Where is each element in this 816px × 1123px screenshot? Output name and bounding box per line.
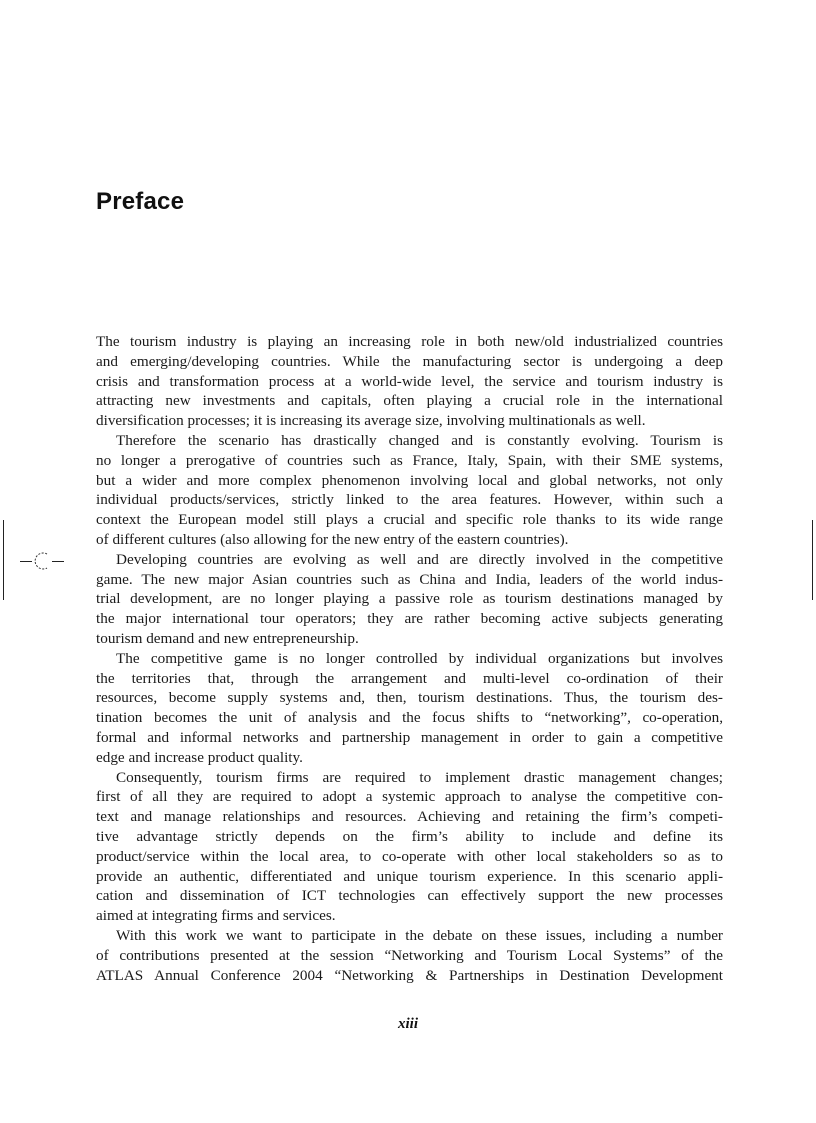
text-line: The competitive game is no longer controlled by individual organizations but involves bbox=[116, 649, 723, 667]
text-line: of contributions presented at the session “Networking and Tourism Local Systems” of the bbox=[96, 946, 723, 964]
text-line: the territories that, through the arrangement and multi-level co-ordination of their bbox=[96, 669, 723, 687]
text-line: ATLAS Annual Conference 2004 “Networking & Partnerships in Destination Development bbox=[96, 966, 723, 984]
text-line: crisis and transformation process at a world-wide level, the service and tourism industry is bbox=[96, 372, 723, 390]
text-line: aimed at integrating firms and services. bbox=[96, 907, 336, 925]
text-line: Therefore the scenario has drastically changed and is constantly evolving. Tourism is bbox=[116, 431, 723, 449]
text-line: attracting new investments and capitals, often playing a crucial role in the international bbox=[96, 392, 723, 410]
text-line: formal and informal networks and partnership management in order to gain a competitive bbox=[96, 728, 723, 746]
text-line: The tourism industry is playing an increasing role in both new/old industrialized countries bbox=[96, 333, 723, 350]
text-line: text and manage relationships and resources. Achieving and retaining the firm’s competi- bbox=[96, 808, 723, 826]
text-line: tive advantage strictly depends on the firm’s ability to include and define its bbox=[96, 827, 723, 845]
crop-mark-right bbox=[812, 520, 813, 600]
text-line: With this work we want to participate in the debate on these issues, including a number bbox=[116, 926, 723, 944]
text-line: game. The new major Asian countries such as China and India, leaders of the world indus- bbox=[96, 570, 723, 588]
registration-line-left bbox=[20, 561, 32, 562]
text-line: no longer a prerogative of countries such as France, Italy, Spain, with their SME systems, bbox=[96, 451, 723, 469]
text-line: of different cultures (also allowing for the new entry of the eastern countries). bbox=[96, 530, 569, 548]
text-line: the major international tour operators; they are rather becoming active subjects generating bbox=[96, 610, 723, 628]
text-line: product/service within the local area, to co-operate with other local stakeholders so as to bbox=[96, 847, 723, 865]
text-line: but a wider and more complex phenomenon involving local and global networks, not only bbox=[96, 471, 723, 489]
text-line: first of all they are required to adopt a systemic approach to analyse the competitive con- bbox=[96, 788, 723, 806]
text-line: tination becomes the unit of analysis and the focus shifts to “networking”, co-operation, bbox=[96, 709, 723, 727]
text-line: individual products/services, strictly linked to the area features. However, within such a bbox=[96, 491, 723, 509]
registration-line-right bbox=[52, 561, 64, 562]
text-line: Consequently, tourism firms are required to implement drastic management changes; bbox=[116, 768, 723, 786]
text-line: resources, become supply systems and, then, tourism destinations. Thus, the tourism des- bbox=[96, 689, 723, 707]
crop-mark-left bbox=[3, 520, 4, 600]
text-line: trial development, are no longer playing a passive role as tourism destinations managed by bbox=[96, 590, 723, 608]
text-line: and emerging/developing countries. While the manufacturing sector is undergoing a deep bbox=[96, 352, 723, 370]
text-line: diversification processes; it is increasing its average size, involving multinationals as well. bbox=[96, 412, 646, 430]
page-number: xiii bbox=[397, 1016, 418, 1032]
preface-body bbox=[96, 332, 723, 985]
text-line: tourism demand and new entrepreneurship. bbox=[96, 629, 359, 647]
text-line: edge and increase product quality. bbox=[96, 748, 303, 766]
chapter-title: Preface bbox=[96, 188, 185, 215]
registration-mark-icon bbox=[33, 551, 51, 571]
text-line: Developing countries are evolving as well and are directly involved in the competitive bbox=[116, 550, 723, 568]
text-line: context the European model still plays a crucial and specific role thanks to its wide range bbox=[96, 511, 723, 529]
text-line: cation and dissemination of ICT technologies can effectively support the new processes bbox=[96, 887, 723, 905]
text-line: provide an authentic, differentiated and unique tourism experience. In this scenario appli- bbox=[96, 867, 723, 885]
